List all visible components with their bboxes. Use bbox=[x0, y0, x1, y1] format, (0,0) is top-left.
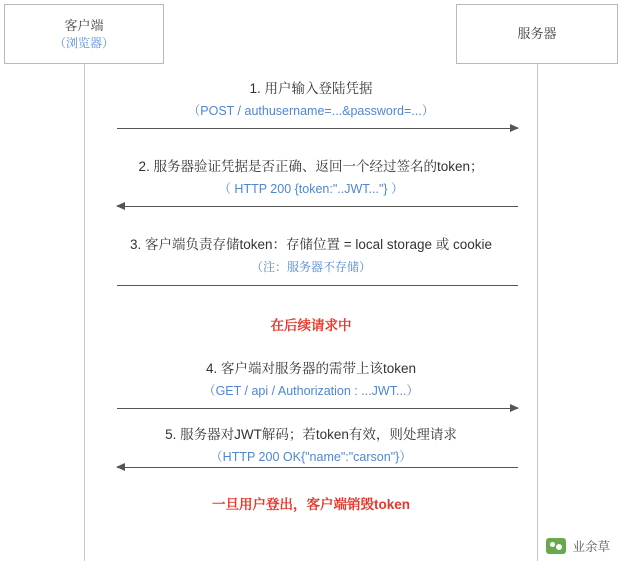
actor-client-subtitle: （浏览器） bbox=[53, 35, 114, 50]
message-1-line2: （POST / authusername=...&password=...） bbox=[187, 104, 435, 118]
message-1-line1: 1. 用户输入登陆凭据 bbox=[249, 81, 373, 96]
lifeline-client bbox=[84, 64, 85, 561]
message-5-line1: 5. 服务器对JWT解码；若token有效，则处理请求 bbox=[165, 427, 457, 442]
message-2-arrow bbox=[117, 206, 518, 207]
message-2-line1: 2. 服务器验证凭据是否正确、返回一个经过签名的token； bbox=[138, 159, 484, 174]
wechat-icon bbox=[546, 538, 566, 554]
arrow-head-left-icon bbox=[116, 463, 125, 471]
message-5-label bbox=[84, 424, 538, 468]
message-2-line2: （ HTTP 200 {token:"..JWT..."} ） bbox=[218, 182, 404, 196]
arrow-head-right-icon bbox=[510, 404, 519, 412]
message-4-line1: 4. 客户端对服务器的需带上该token bbox=[205, 361, 417, 376]
footer-brand bbox=[546, 537, 610, 555]
actor-server bbox=[456, 4, 618, 64]
annotation-logout: 一旦用户登出，客户端销毁token bbox=[211, 497, 410, 512]
lifeline-server bbox=[537, 64, 538, 561]
actor-client bbox=[4, 4, 164, 64]
message-4-label bbox=[84, 358, 538, 402]
message-3-separator bbox=[117, 285, 518, 286]
message-5-arrow bbox=[117, 467, 518, 468]
message-2-label bbox=[84, 156, 538, 200]
arrow-head-left-icon bbox=[116, 202, 125, 210]
actor-server-title: 服务器 bbox=[517, 26, 557, 41]
message-3-label bbox=[84, 234, 538, 278]
message-4-line2: （GET / api / Authorization : ...JWT...） bbox=[203, 384, 419, 398]
message-3-line2: （注：服务器不存储） bbox=[250, 260, 371, 274]
annotation-subsequent-requests: 在后续请求中 bbox=[270, 318, 352, 333]
brand-label: 业余草 bbox=[572, 540, 610, 554]
message-5-line2: （HTTP 200 OK{"name":"carson"}） bbox=[210, 450, 412, 464]
message-1-arrow bbox=[117, 128, 518, 129]
actor-client-title: 客户端 bbox=[64, 17, 104, 33]
message-3-line1: 3. 客户端负责存储token：存储位置 = local storage 或 cookie bbox=[130, 237, 492, 252]
message-4-arrow bbox=[117, 408, 518, 409]
message-1-label bbox=[84, 78, 538, 122]
arrow-head-right-icon bbox=[510, 124, 519, 132]
